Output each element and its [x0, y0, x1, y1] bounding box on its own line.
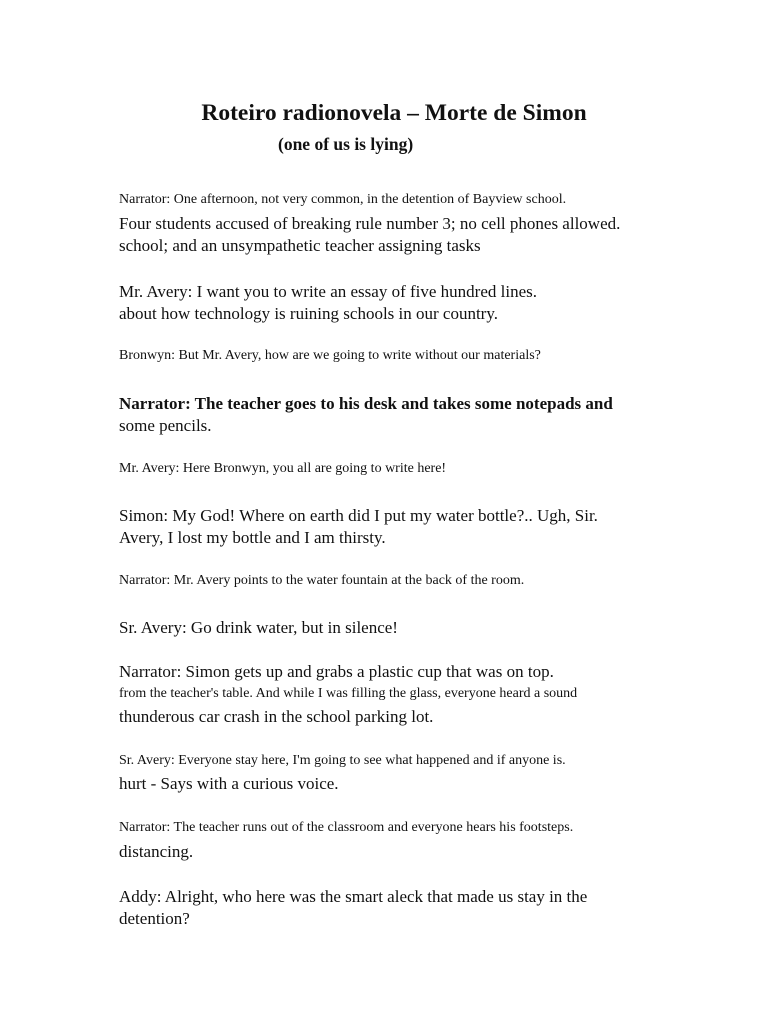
- script-line: Addy: Alright, who here was the smart aleck that made us stay in the: [119, 887, 588, 906]
- script-line: Bronwyn: But Mr. Avery, how are we going to write without our materials?: [119, 348, 541, 363]
- script-line: school; and an unsympathetic teacher assigning tasks: [119, 236, 481, 255]
- document-subtitle: (one of us is lying): [278, 134, 414, 154]
- script-line: Narrator: Mr. Avery points to the water fountain at the back of the room.: [119, 573, 525, 588]
- script-line: some pencils.: [119, 416, 212, 435]
- script-line: distancing.: [119, 842, 194, 861]
- script-line: thunderous car crash in the school parking lot.: [119, 707, 434, 726]
- script-line: Sr. Avery: Everyone stay here, I'm going to see what happened and if anyone is.: [119, 753, 566, 768]
- script-line: about how technology is ruining schools in our country.: [119, 304, 498, 323]
- script-line: Narrator: One afternoon, not very common, in the detention of Bayview school.: [119, 192, 567, 207]
- script-line: hurt - Says with a curious voice.: [119, 774, 339, 793]
- script-line: Sr. Avery: Go drink water, but in silence!: [119, 618, 398, 637]
- script-line: Avery, I lost my bottle and I am thirsty.: [119, 528, 386, 547]
- script-line: Mr. Avery: I want you to write an essay of five hundred lines.: [119, 282, 537, 301]
- script-line: Four students accused of breaking rule number 3; no cell phones allowed.: [119, 214, 621, 233]
- script-line: detention?: [119, 909, 190, 928]
- script-line: Narrator: The teacher runs out of the classroom and everyone hears his footsteps.: [119, 820, 574, 835]
- script-line: Narrator: The teacher goes to his desk and takes some notepads and: [119, 394, 613, 413]
- script-line: Simon: My God! Where on earth did I put my water bottle?.. Ugh, Sir.: [119, 506, 598, 525]
- script-line: from the teacher's table. And while I was filling the glass, everyone heard a sound: [119, 686, 578, 701]
- document-title: Roteiro radionovela – Morte de Simon: [201, 100, 587, 126]
- script-line: Narrator: Simon gets up and grabs a plastic cup that was on top.: [119, 662, 554, 681]
- script-line: Mr. Avery: Here Bronwyn, you all are going to write here!: [119, 461, 447, 476]
